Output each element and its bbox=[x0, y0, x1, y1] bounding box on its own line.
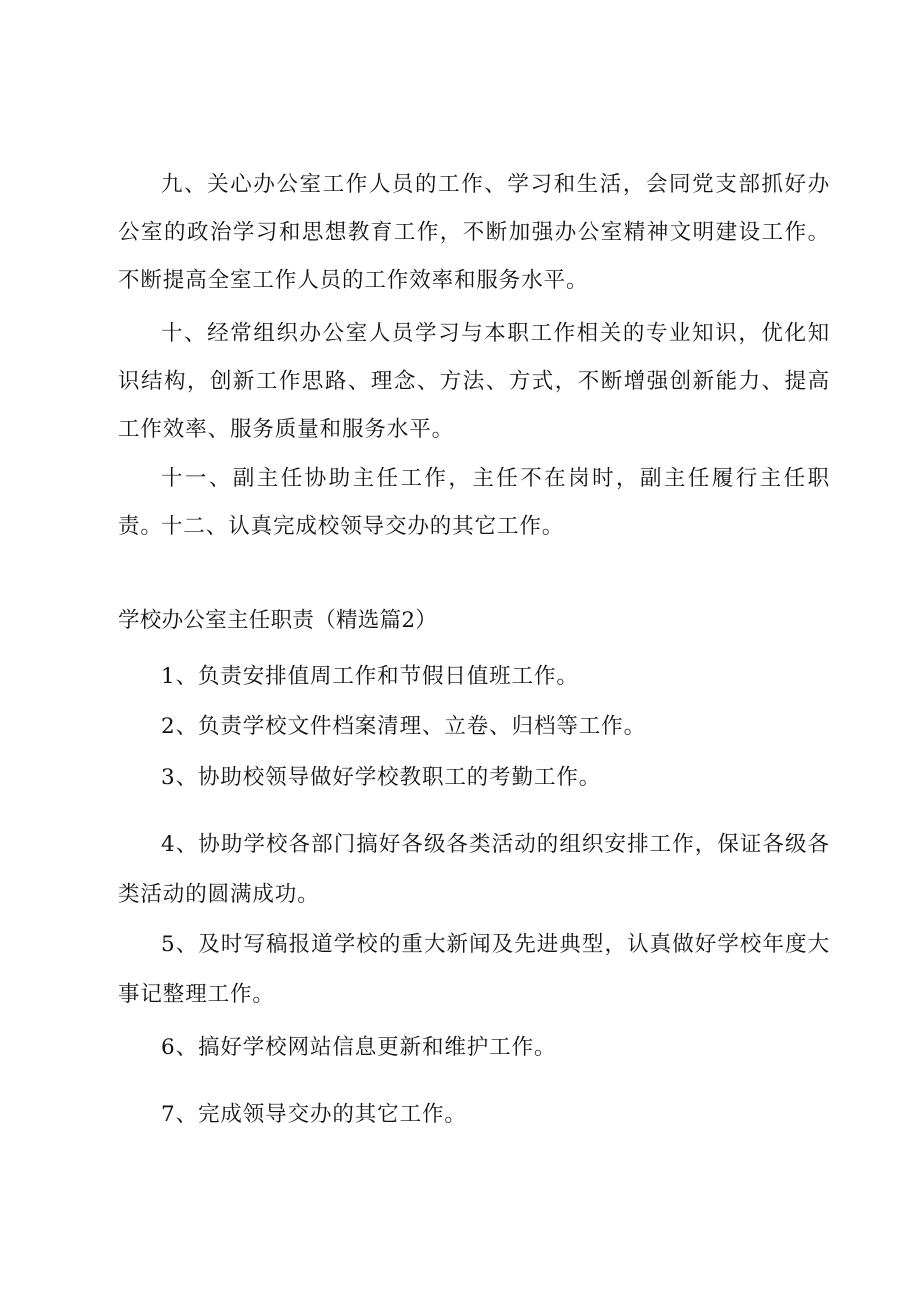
section-heading: 学校办公室主任职责（精选篇2） bbox=[118, 608, 438, 633]
list-item-3: 3、协助校领导做好学校教职工的考勤工作。 bbox=[161, 765, 602, 790]
list-item-2: 2、负责学校文件档案清理、立卷、归档等工作。 bbox=[161, 714, 646, 739]
list-item-5: 5、及时写稿报道学校的重大新闻及先进典型，认真做好学校年度大事记整理工作。 bbox=[118, 932, 830, 1007]
list-item-1: 1、负责安排值周工作和节假日值班工作。 bbox=[161, 664, 579, 689]
list-item-6: 6、搞好学校网站信息更新和维护工作。 bbox=[161, 1035, 557, 1060]
paragraph-ten: 十、经常组织办公室人员学习与本职工作相关的专业知识，优化知识结构，创新工作思路、理念、方法、方式，不断增强创新能力、提高工作效率、服务质量和服务水平。 bbox=[118, 321, 830, 442]
paragraph-eleven: 十一、副主任协助主任工作，主任不在岗时，副主任履行主任职责。 bbox=[118, 466, 830, 539]
paragraph-twelve: 十二、认真完成校领导交办的其它工作。 bbox=[161, 514, 565, 539]
paragraph-nine: 九、关心办公室工作人员的工作、学习和生活，会同党支部抓好办公室的政治学习和思想教育工作，不断加强办公室精神文明建设工作。不断提高全室工作人员的工作效率和服务水平。 bbox=[118, 172, 830, 293]
list-item-4: 4、协助学校各部门搞好各级各类活动的组织安排工作，保证各级各类活动的圆满成功。 bbox=[118, 832, 830, 907]
list-item-7: 7、完成领导交办的其它工作。 bbox=[161, 1102, 467, 1127]
